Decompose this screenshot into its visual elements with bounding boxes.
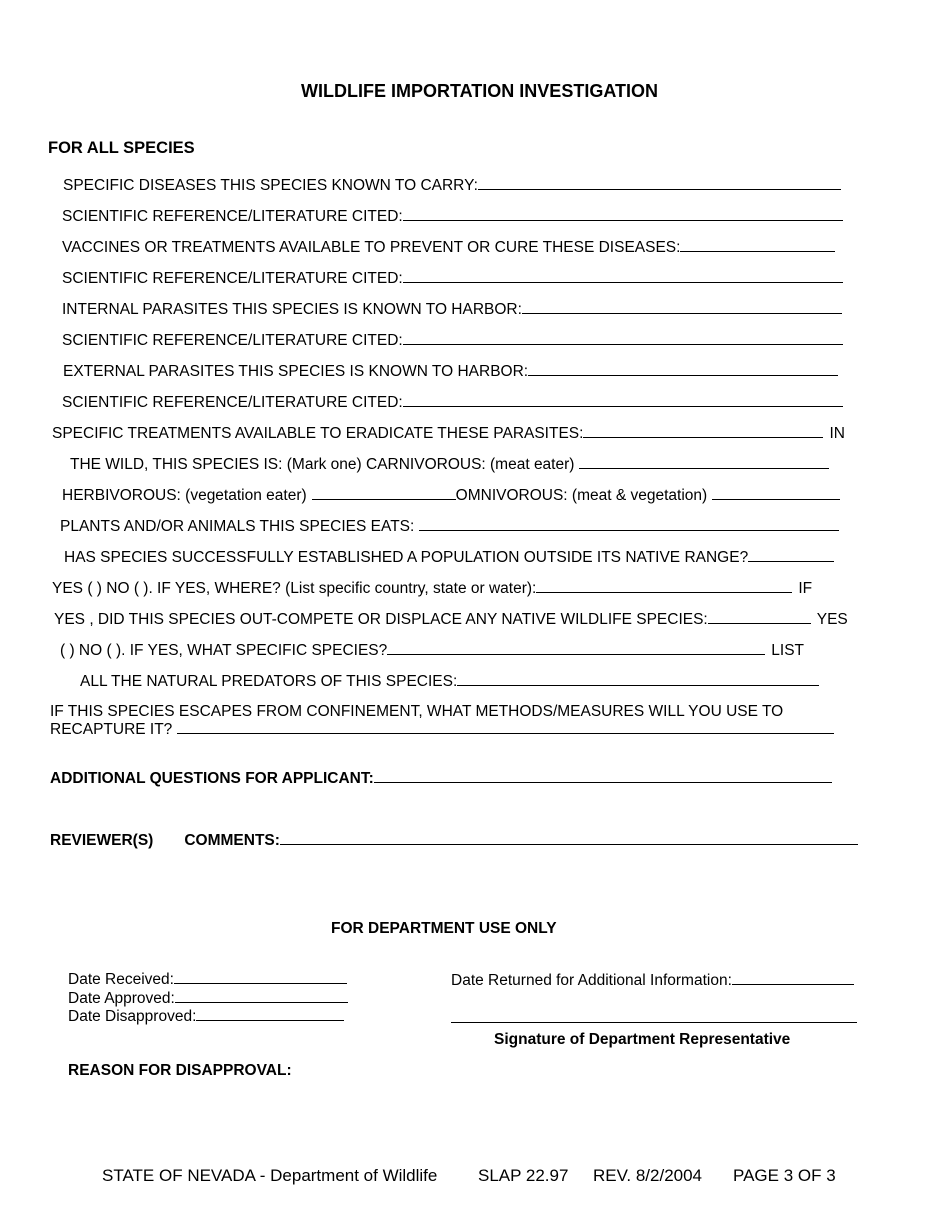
additional-questions-label: ADDITIONAL QUESTIONS FOR APPLICANT: [50,770,374,787]
where-line [52,578,812,598]
vaccines-field[interactable] [680,237,835,252]
wild-label: THE WILD, THIS SPECIES IS: (Mark one) CARNIVOROUS: (meat eater) [70,456,575,473]
vaccines-label: VACCINES OR TREATMENTS AVAILABLE TO PREVENT OR CURE THESE DISEASES: [62,239,681,256]
date-disapproved-line [68,1006,344,1026]
which-species-line [60,640,804,660]
internal-parasites-label: INTERNAL PARASITES THIS SPECIES IS KNOWN TO HARBOR: [62,301,522,318]
where-field[interactable] [536,578,792,593]
date-disapproved-label: Date Disapproved: [68,1008,197,1025]
signature-label: Signature of Department Representative [494,1031,791,1048]
reference-field[interactable] [403,268,843,283]
reviewer-label: REVIEWER(S) [50,832,154,849]
footer-page: PAGE 3 OF 3 [733,1166,836,1185]
omnivorous-field[interactable] [712,485,840,500]
escape-line-2 [50,719,834,739]
reviewer-comments-line [50,830,858,850]
herbivorous-field[interactable] [312,485,456,500]
diseases-field[interactable] [478,175,841,190]
eats-label: PLANTS AND/OR ANIMALS THIS SPECIES EATS: [60,518,415,535]
comments-field[interactable] [280,830,858,845]
comments-label: COMMENTS: [184,832,280,849]
reference-label: SCIENTIFIC REFERENCE/LITERATURE CITED: [62,270,403,287]
which-species-field[interactable] [387,640,765,655]
eats-field[interactable] [419,516,839,531]
treatments-field[interactable] [583,423,823,438]
escape-label: RECAPTURE IT? [50,721,173,738]
external-parasites-line [63,361,838,381]
date-returned-field[interactable] [732,970,854,985]
date-approved-line [68,988,348,1008]
date-returned-line [451,970,854,990]
established-field[interactable] [748,547,834,562]
diseases-label: SPECIFIC DISEASES THIS SPECIES KNOWN TO CARRY: [63,177,478,194]
treatments-trail: IN [829,425,845,442]
footer-revision: REV. 8/2/2004 [593,1166,703,1185]
date-returned-label: Date Returned for Additional Information: [451,972,732,989]
internal-parasites-field[interactable] [522,299,842,314]
predators-field[interactable] [457,671,819,686]
outcompete-label: YES , DID THIS SPECIES OUT-COMPETE OR DISPLACE ANY NATIVE WILDLIFE SPECIES: [54,611,708,628]
date-received-field[interactable] [174,969,347,984]
document-title: WILDLIFE IMPORTATION INVESTIGATION [301,81,658,101]
reference-line-2 [62,268,843,288]
external-parasites-label: EXTERNAL PARASITES THIS SPECIES IS KNOWN TO HARBOR: [63,363,529,380]
established-line [64,547,834,567]
where-label: YES ( ) NO ( ). IF YES, WHERE? (List specific country, state or water): [52,580,537,597]
predators-line [80,671,819,691]
escape-line-1: IF THIS SPECIES ESCAPES FROM CONFINEMENT, WHAT METHODS/MEASURES WILL YOU USE TO [50,703,784,720]
external-parasites-field[interactable] [528,361,838,376]
reference-label: SCIENTIFIC REFERENCE/LITERATURE CITED: [62,394,403,411]
treatments-line [52,423,845,443]
footer-agency: STATE OF NEVADA - Department of Wildlife [102,1166,438,1185]
which-species-label: ( ) NO ( ). IF YES, WHAT SPECIFIC SPECIES? [60,642,388,659]
reference-label: SCIENTIFIC REFERENCE/LITERATURE CITED: [62,332,403,349]
reference-field[interactable] [403,330,843,345]
eats-line [60,516,839,536]
herbivorous-label: HERBIVOROUS: (vegetation eater) [62,487,307,504]
which-species-trail: LIST [771,642,805,659]
outcompete-trail: YES [816,611,848,628]
outcompete-field[interactable] [708,609,811,624]
reference-field[interactable] [403,392,843,407]
reference-label: SCIENTIFIC REFERENCE/LITERATURE CITED: [62,208,403,225]
diet-line [62,485,840,505]
date-approved-label: Date Approved: [68,990,175,1007]
diseases-line [63,175,841,195]
date-disapproved-field[interactable] [196,1006,344,1021]
reference-field[interactable] [403,206,843,221]
predators-label: ALL THE NATURAL PREDATORS OF THIS SPECIES: [80,673,458,690]
reason-for-disapproval: REASON FOR DISAPPROVAL: [68,1062,292,1079]
reference-line-4 [62,392,843,412]
where-trail: IF [798,580,813,597]
established-label: HAS SPECIES SUCCESSFULLY ESTABLISHED A POPULATION OUTSIDE ITS NATIVE RANGE? [64,549,749,566]
reference-line-1 [62,206,843,226]
internal-parasites-line [62,299,842,319]
omnivorous-label: OMNIVOROUS: (meat & vegetation) [455,487,708,504]
footer-form-number: SLAP 22.97 [478,1166,569,1185]
date-received-label: Date Received: [68,971,174,988]
date-approved-field[interactable] [175,988,348,1003]
carnivorous-field[interactable] [579,454,829,469]
additional-questions-field[interactable] [374,768,832,783]
date-received-line [68,969,347,989]
escape-field[interactable] [177,719,834,734]
treatments-label: SPECIFIC TREATMENTS AVAILABLE TO ERADICATE THESE PARASITES: [52,425,584,442]
additional-questions-line [50,768,832,788]
department-heading: FOR DEPARTMENT USE ONLY [331,920,557,937]
reference-line-3 [62,330,843,350]
outcompete-line [54,609,848,629]
wild-line [70,454,829,474]
vaccines-line [62,237,835,257]
signature-line[interactable] [451,1022,857,1023]
section-heading: FOR ALL SPECIES [48,139,195,157]
